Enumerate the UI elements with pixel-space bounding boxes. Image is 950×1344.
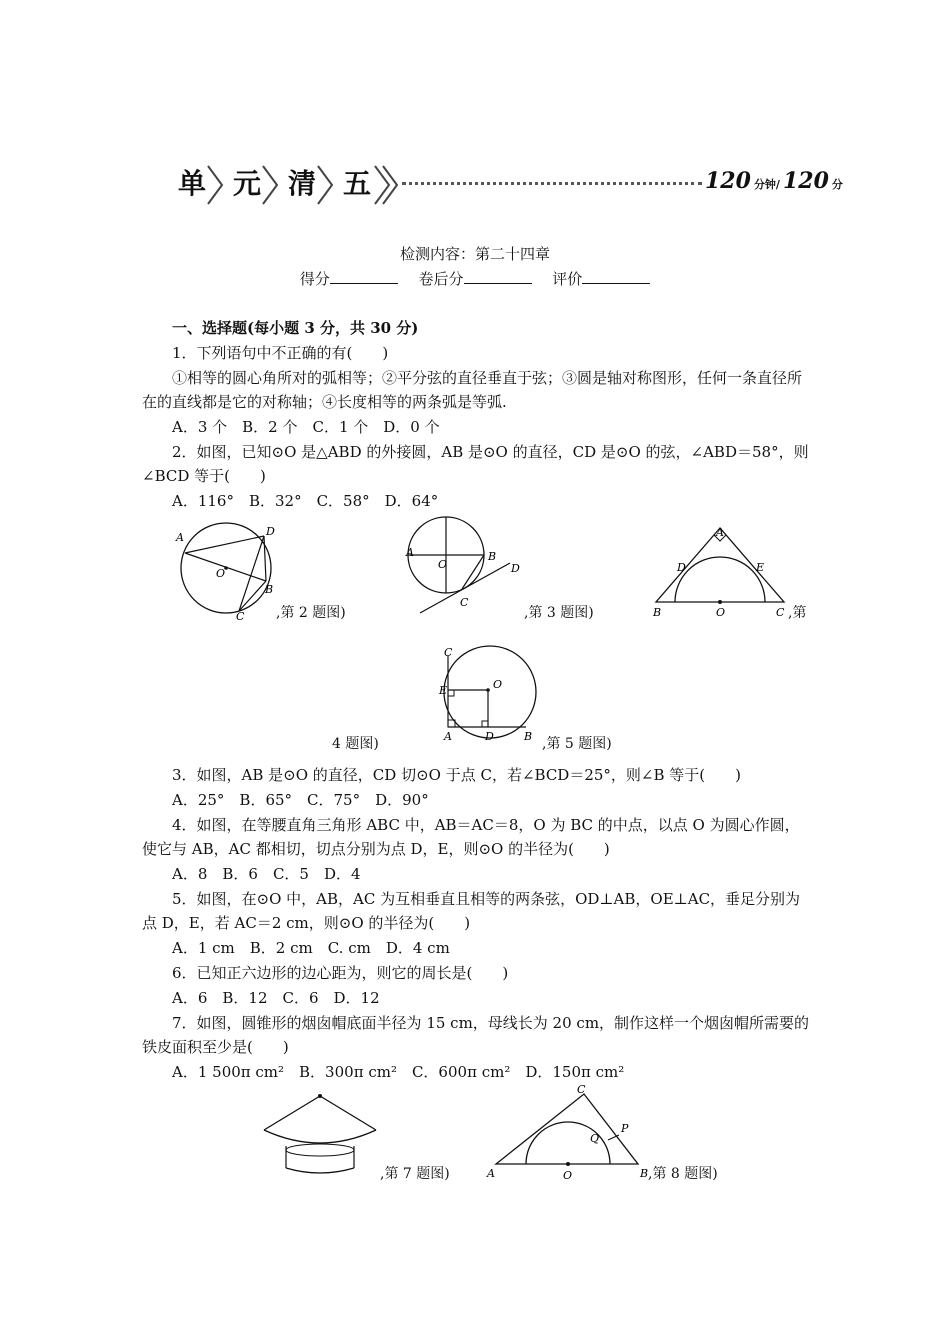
fig3-label-a: A [406, 546, 414, 559]
q5-options: A．1 cm B．2 cm C. cm D．4 cm [172, 939, 450, 957]
banner-dots [402, 182, 702, 185]
fig7-chimney-top [286, 1144, 354, 1156]
fig4-label-b: B [653, 606, 662, 619]
q3-stem: 3．如图，AB 是⊙O 的直径，CD 切⊙O 于点 C，若∠BCD＝25°，则∠B 等于( ) [172, 766, 741, 784]
figure-2 [172, 518, 282, 622]
fig4-label-a: A [716, 526, 724, 539]
fig2-label-o: O [216, 567, 226, 580]
fig5-circle [444, 646, 536, 738]
banner-chevron [280, 164, 324, 204]
banner-chevron [225, 164, 269, 204]
fig8-label-b: B [640, 1167, 649, 1180]
fig2-label-b: B [265, 583, 274, 596]
fig5-caption: ,第 5 题图) [542, 736, 612, 752]
fig8-label-p: P [621, 1122, 629, 1135]
q4-options: A．8 B．6 C．5 D．4 [172, 865, 361, 883]
fig4-triangle [656, 528, 784, 602]
q2-options: A．116° B．32° C．58° D．64° [172, 492, 439, 510]
q7-options: A．1 500π cm² B．300π cm² C．600π cm² D．150π cm² [172, 1063, 625, 1081]
fig8-triangle [496, 1094, 638, 1164]
fig4-label-d: D [677, 561, 686, 574]
fig5-label-a: A [444, 730, 452, 743]
banner-char: 五 [342, 167, 371, 200]
fig8-caption: ,第 8 题图) [648, 1166, 718, 1182]
fig5-label-d: D [485, 730, 494, 743]
timing-minutes: 120 [705, 168, 751, 194]
fig8-label-a: A [487, 1167, 495, 1180]
after-score-blank[interactable] [464, 283, 532, 284]
q2-stem: 2．如图，已知⊙O 是△ABD 的外接圆，AB 是⊙O 的直径，CD 是⊙O 的弦，∠ABD＝58°，则∠BCD 等于( ) [142, 443, 809, 485]
unit-banner [170, 162, 850, 208]
score-line [0, 268, 950, 289]
evaluation-blank[interactable] [582, 283, 650, 284]
fig5-label-b: B [524, 730, 533, 743]
banner-char: 清 [287, 167, 316, 200]
fig4-label-o: O [716, 606, 726, 619]
fig8-label-c: C [577, 1083, 586, 1096]
q1-stem: 1．下列语句中不正确的有( ) [172, 344, 389, 362]
fig7-chimney-bottom [286, 1168, 354, 1173]
after-score-label: 卷后分 [418, 270, 464, 288]
score-label: 得分 [299, 270, 330, 288]
fig4-label-c: C [776, 606, 785, 619]
fig3-label-d: D [511, 562, 520, 575]
figure-7 [258, 1090, 382, 1180]
fig2-label-d: D [266, 525, 275, 538]
timing-minutes-unit: 分钟/ [753, 178, 780, 191]
fig5-label-c: C [444, 646, 453, 659]
score-blank[interactable] [330, 283, 398, 284]
q1-options: A．3 个 B．2 个 C．1 个 D．0 个 [172, 418, 440, 436]
fig5-right-angle-d [482, 721, 488, 727]
fig8-label-o: O [563, 1169, 573, 1182]
q5-stem: 5．如图，在⊙O 中，AB，AC 为互相垂直且相等的两条弦，OD⊥AB，OE⊥AC，垂足分别为点 D，E，若 AC＝2 cm，则⊙O 的半径为( ) [142, 890, 801, 932]
figure-4 [648, 522, 792, 620]
fig7-cone-left [264, 1096, 320, 1130]
figure-8 [484, 1082, 652, 1182]
fig4-caption-part2: 4 题图) [332, 736, 379, 752]
timing-score-unit: 分 [831, 178, 843, 191]
q6-options: A．6 B．12 C．6 D．12 [172, 989, 380, 1007]
fig3-label-o: O [438, 558, 448, 571]
fig2-label-c: C [236, 610, 245, 622]
fig8-center-dot [566, 1162, 570, 1166]
fig5-right-angle-e [448, 690, 454, 696]
q7-stem: 7．如图，圆锥形的烟囱帽底面半径为 15 cm，母线长为 20 cm，制作这样一个烟囱帽所需要的铁皮面积至少是( ) [142, 1014, 810, 1056]
section-title: 一、选择题(每小题 3 分，共 30 分) [172, 319, 419, 337]
fig5-center-dot [486, 688, 490, 692]
fig3-label-c: C [460, 596, 469, 609]
fig2-caption: ,第 2 题图) [276, 605, 346, 621]
fig4-center-dot [718, 600, 722, 604]
banner-chevron [170, 164, 214, 204]
fig7-cone-rim [264, 1130, 376, 1143]
timing-score: 120 [782, 168, 829, 194]
evaluation-label: 评价 [552, 270, 583, 288]
figure-5 [434, 644, 546, 746]
q1-body: ①相等的圆心角所对的弧相等；②平分弦的直径垂直于弦；③圆是轴对称图形，任何一条直径所在的直线都是它的对称轴；④长度相等的两条弧是等弧. [142, 369, 803, 411]
fig2-chord-ad [185, 536, 264, 553]
banner-chevron [335, 164, 379, 204]
fig5-label-o: O [493, 678, 503, 691]
fig4-label-e: E [756, 561, 765, 574]
fig2-chord-bd [264, 536, 266, 581]
q4-stem: 4．如图，在等腰直角三角形 ABC 中，AB＝AC＝8，O 为 BC 的中点，以点 O 为圆心作圆，使它与 AB，AC 都相切，切点分别为点 D，E，则⊙O 的半径为( ) [142, 816, 800, 858]
fig4-caption-part1: ,第 [788, 605, 807, 621]
figure-3 [400, 510, 525, 616]
fig7-cone-right [320, 1096, 376, 1130]
fig5-label-e: E [439, 684, 448, 697]
banner-char: 单 [177, 167, 206, 200]
fig3-label-b: B [488, 550, 497, 563]
content-scope: 检测内容：第二十四章 [399, 245, 550, 263]
fig2-label-a: A [176, 531, 184, 544]
fig7-caption: ,第 7 题图) [380, 1166, 450, 1182]
timing-badge [705, 168, 846, 194]
fig3-caption: ,第 3 题图) [524, 605, 594, 621]
q3-options: A．25° B．65° C．75° D．90° [172, 791, 429, 809]
q6-stem: 6．已知正六边形的边心距为，则它的周长是( ) [172, 964, 509, 982]
banner-char: 元 [232, 167, 261, 200]
fig8-label-q: Q [590, 1132, 600, 1145]
fig7-apex [318, 1094, 322, 1098]
